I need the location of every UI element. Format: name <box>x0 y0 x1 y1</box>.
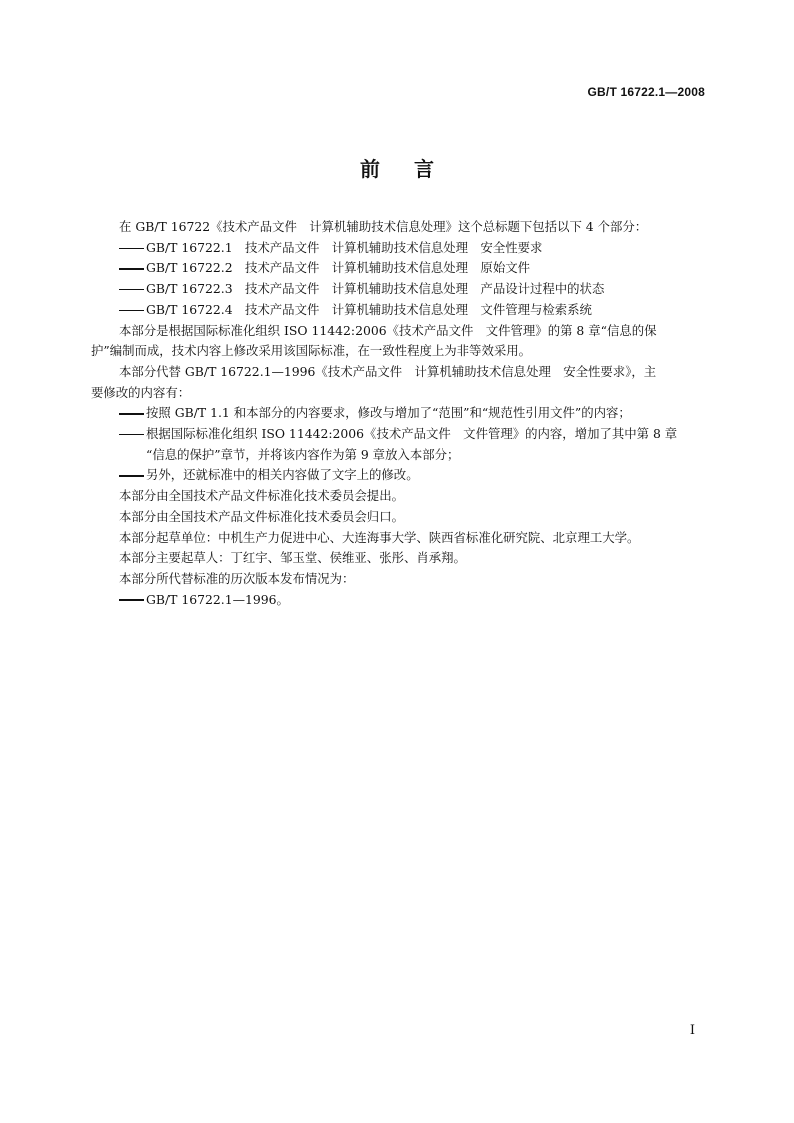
change-item: 另外，还就标准中的相关内容做了文字上的修改。 <box>91 465 708 486</box>
part-item: GB/T 16722.2 技术产品文件 计算机辅助技术信息处理 原始文件 <box>91 258 708 279</box>
basis-paragraph-line1: 本部分是根据国际标准化组织 ISO 11442:2006《技术产品文件 文件管理》的第 8 章“信息的保 <box>119 322 657 338</box>
change-item: 按照 GB/T 1.1 和本部分的内容要求，修改与增加了“范围”和“规范性引用文件”的内容； <box>91 403 708 424</box>
change-item-continuation: “信息的保护”章节，并将该内容作为第 9 章放入本部分； <box>146 446 460 462</box>
part-item: GB/T 16722.1 技术产品文件 计算机辅助技术信息处理 安全性要求 <box>91 238 708 259</box>
replaces-paragraph-line1: 本部分代替 GB/T 16722.1—1996《技术产品文件 计算机辅助技术信息处理 安全性要求》，主 <box>119 363 657 379</box>
em-dash <box>119 475 144 476</box>
intro-paragraph: 在 GB/T 16722《技术产品文件 计算机辅助技术信息处理》这个总标题下包括以下 4 个部分： <box>119 219 648 234</box>
change-item: 根据国际标准化组织 ISO 11442:2006《技术产品文件 文件管理》的内容，增加了其中第 8 章 <box>91 424 708 445</box>
page-number: I <box>689 1023 695 1038</box>
proposed-by: 本部分由全国技术产品文件标准化技术委员会提出。 <box>119 488 404 504</box>
history-item: GB/T 16722.1—1996。 <box>91 590 708 611</box>
foreword-body <box>91 217 708 610</box>
em-dash <box>119 268 144 269</box>
drafting-units: 本部分起草单位：中机生产力促进中心、大连海事大学、陕西省标准化研究院、北京理工大学。 <box>119 529 640 545</box>
em-dash <box>119 310 144 311</box>
replaces-paragraph-line2: 要修改的内容有： <box>91 384 191 400</box>
basis-paragraph-line2: 护”编制而成，技术内容上修改采用该国际标准，在一致性程度上为非等效采用。 <box>91 343 532 359</box>
em-dash <box>119 599 144 600</box>
drafters: 本部分主要起草人：丁红宇、邹玉堂、侯维亚、张彤、肖承翔。 <box>119 550 466 566</box>
history-intro: 本部分所代替标准的历次版本发布情况为： <box>119 570 355 586</box>
em-dash <box>119 413 144 414</box>
part-item: GB/T 16722.4 技术产品文件 计算机辅助技术信息处理 文件管理与检索系统 <box>91 300 708 321</box>
page-title: 前言 <box>360 157 468 181</box>
em-dash <box>119 289 144 290</box>
em-dash <box>119 248 144 249</box>
em-dash <box>119 434 144 435</box>
centralized-by: 本部分由全国技术产品文件标准化技术委员会归口。 <box>119 508 404 524</box>
standard-code: GB/T 16722.1—2008 <box>587 85 705 99</box>
part-item: GB/T 16722.3 技术产品文件 计算机辅助技术信息处理 产品设计过程中的状态 <box>91 279 708 300</box>
